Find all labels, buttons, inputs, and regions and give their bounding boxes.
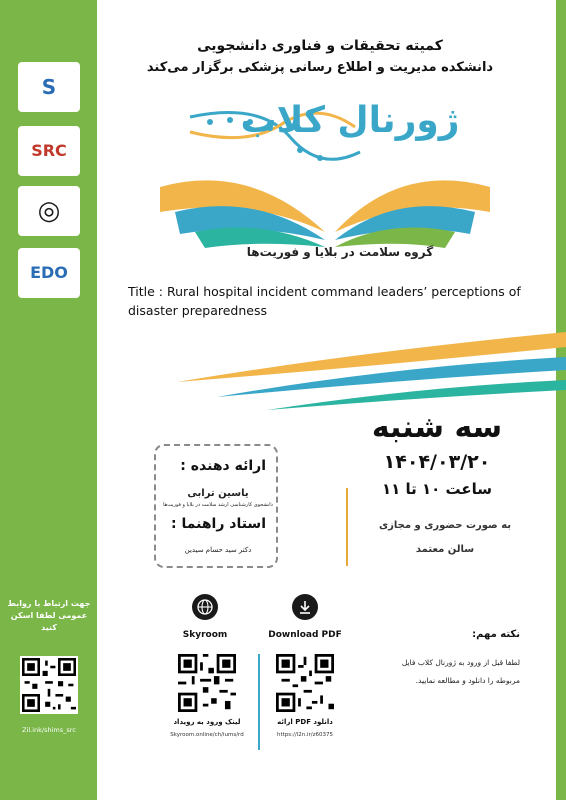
university-logo: S	[18, 62, 80, 112]
event-day: سه شنبه	[371, 410, 503, 445]
contact-qr-code[interactable]	[20, 656, 78, 714]
left-sidebar	[0, 0, 97, 800]
download-label[interactable]: Download PDF	[268, 630, 342, 640]
globe-icon[interactable]	[192, 594, 218, 620]
advisor-heading: استاد راهنما :	[171, 516, 266, 532]
skyroom-qr-code[interactable]	[178, 654, 236, 712]
note-body: لطفا قبل از ورود به ژورنال کلاب فایل مربوطه را دانلود و مطالعه نمایید.	[401, 658, 520, 685]
header-line-2: دانشکده مدیریت و اطلاع رسانی پزشکی برگزار می‌کند	[146, 60, 494, 75]
event-mode: به صورت حضوری و مجازی	[378, 520, 512, 531]
contact-link[interactable]: Zil.ink/shims_src	[22, 726, 76, 734]
download-url[interactable]: https://l2n.ir/z60375	[276, 732, 333, 738]
download-icon[interactable]	[292, 594, 318, 620]
event-name: ژورنال کلاب	[240, 100, 460, 141]
presenter-heading: ارائه دهنده :	[180, 458, 266, 474]
header-line-1: کمیته تحقیقات و فناوری دانشجویی	[197, 38, 443, 54]
qr-icon	[178, 654, 236, 712]
qr-icon	[276, 654, 334, 712]
skyroom-url[interactable]: Skyroom.online/ch/iums/rd	[170, 732, 244, 738]
download-qr-code[interactable]	[276, 654, 334, 712]
wave-decoration	[97, 312, 566, 422]
contact-text: جهت ارتباط با روابط عمومی لطفا اسکن کنید	[7, 599, 91, 632]
presenter-card	[154, 444, 278, 568]
skyroom-label[interactable]: Skyroom	[182, 630, 228, 640]
note-heading: نکته مهم:	[472, 629, 520, 640]
edo-logo: EDO	[18, 248, 80, 298]
event-date: ۱۴۰۴/۰۳/۲۰	[383, 451, 491, 473]
faculty-logo: ◎	[18, 186, 80, 236]
paper-title: Title : Rural hospital incident command leaders’ perceptions of disaster preparedness	[128, 284, 521, 318]
skyroom-caption: لینک ورود به رویداد	[173, 718, 241, 726]
advisor-name: دکتر سید حسام سیدین	[184, 546, 252, 554]
divider-orange	[346, 488, 348, 566]
event-venue: سالن معتمد	[415, 544, 475, 555]
download-caption: دانلود PDF ارائه	[277, 718, 333, 726]
presenter-role: دانشجوی کارشناسی ارشد سلامت در بلایا و فوریت‌ها	[163, 502, 273, 508]
presenter-name: یاسین ترابی	[187, 488, 249, 499]
src-logo: SRC	[18, 126, 80, 176]
event-time: ساعت ۱۰ تا ۱۱	[381, 480, 493, 498]
group-title: گروه سلامت در بلایا و فوریت‌ها	[246, 245, 434, 259]
qr-icon	[22, 658, 76, 712]
